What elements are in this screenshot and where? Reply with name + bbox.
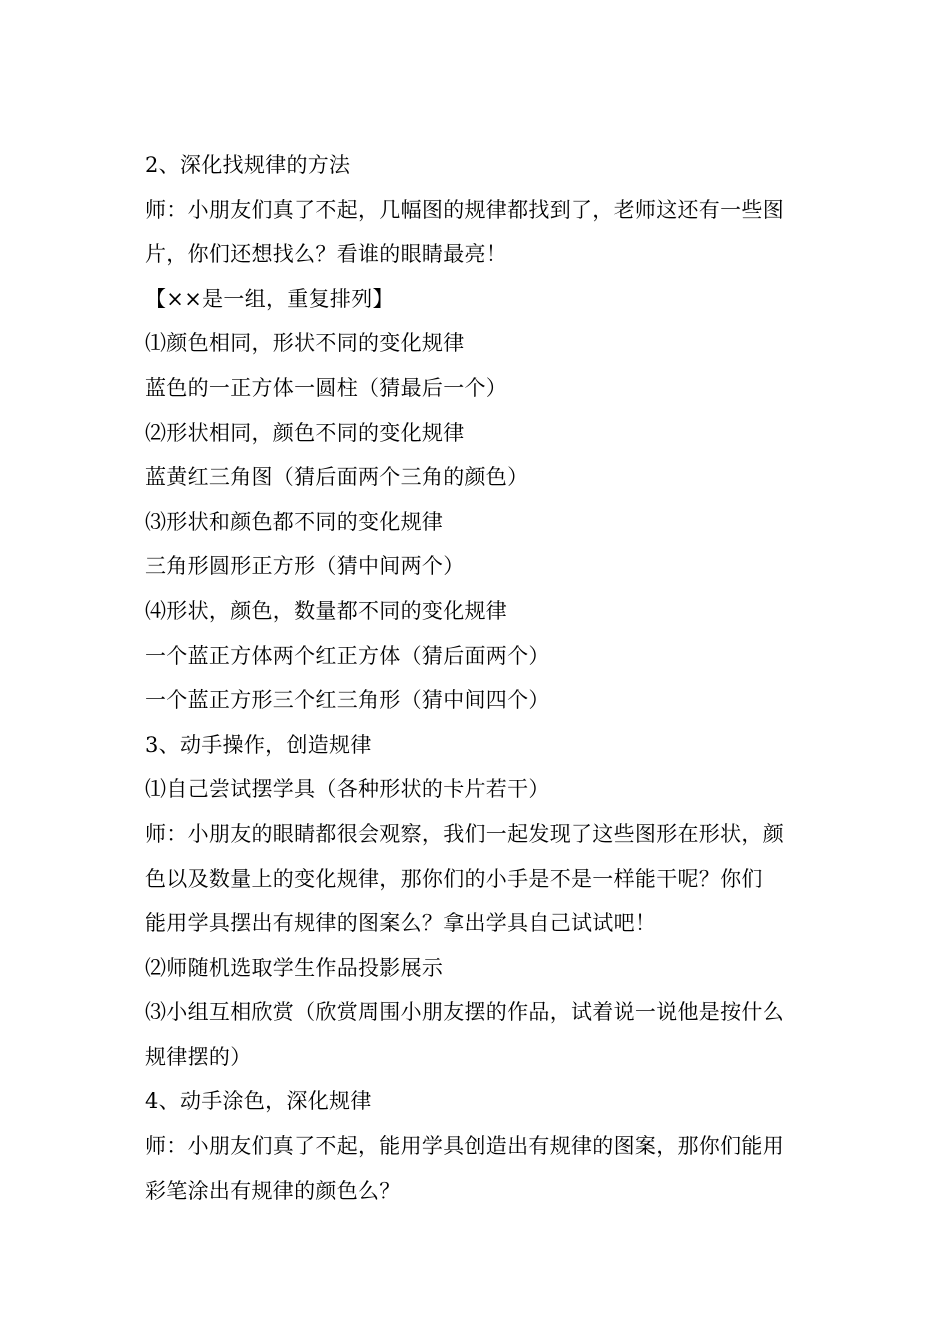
paragraph-line: 彩笔涂出有规律的颜色么？ [145, 1178, 401, 1203]
paragraph-line: 师：小朋友们真了不起，几幅图的规律都找到了，老师这还有一些图 [145, 197, 784, 222]
document-body [145, 143, 810, 1213]
paragraph-line: 师：小朋友的眼睛都很会观察，我们一起发现了这些图形在形状，颜 [145, 821, 784, 846]
list-item-4: ⑷形状，颜色，数量都不同的变化规律 [145, 598, 508, 623]
paragraph-line: 蓝色的一正方体一圆柱（猜最后一个） [145, 375, 508, 400]
paragraph-line: 能用学具摆出有规律的图案么？拿出学具自己试试吧！ [145, 911, 657, 936]
list-item-1: ⑴颜色相同，形状不同的变化规律 [145, 331, 465, 356]
paragraph-line: 师：小朋友们真了不起，能用学具创造出有规律的图案，那你们能用 [145, 1134, 784, 1159]
section-heading-2: 2、深化找规律的方法 [145, 153, 351, 177]
paragraph-line: 一个蓝正方体两个红正方体（猜后面两个） [145, 643, 550, 668]
paragraph-line: 一个蓝正方形三个红三角形（猜中间四个） [145, 688, 550, 713]
paragraph-line: 三角形圆形正方形（猜中间两个） [145, 554, 465, 579]
section-heading-4: 4、动手涂色，深化规律 [145, 1089, 372, 1114]
list-item-1: ⑴自己尝试摆学具（各种形状的卡片若干） [145, 777, 550, 802]
list-item-3: ⑶形状和颜色都不同的变化规律 [145, 509, 444, 534]
paragraph-line: 蓝黄红三角图（猜后面两个三角的颜色） [145, 465, 529, 490]
paragraph-line: 规律摆的） [145, 1044, 252, 1069]
list-item-3: ⑶小组互相欣赏（欣赏周围小朋友摆的作品，试着说一说他是按什么 [145, 1000, 784, 1025]
paragraph-line: 【××是一组，重复排列】 [145, 286, 394, 311]
section-heading-3: 3、动手操作，创造规律 [145, 732, 372, 757]
paragraph-line: 色以及数量上的变化规律，那你们的小手是不是一样能干呢？你们 [145, 866, 763, 891]
list-item-2: ⑵形状相同，颜色不同的变化规律 [145, 420, 465, 445]
list-item-2: ⑵师随机选取学生作品投影展示 [145, 955, 444, 980]
paragraph-line: 片，你们还想找么？看谁的眼睛最亮！ [145, 242, 508, 267]
